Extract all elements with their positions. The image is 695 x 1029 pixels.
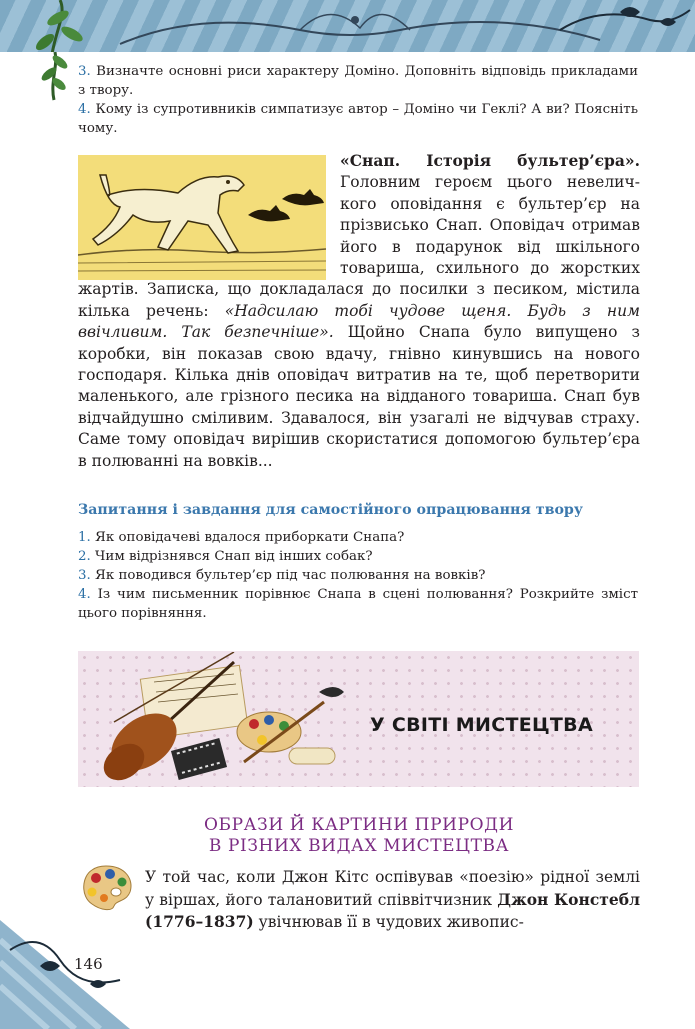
ornament-frame-icon — [0, 0, 695, 52]
intro-paragraph: У той час, коли Джон Кітс оспівував «поезію» рідної землі у віршах, його талановитий співвітчизник Джон Констебл (1776–1837) увічнював її в чудових живопис- — [145, 868, 641, 931]
artist-name: Джон Констебл (1776–1837) — [145, 889, 641, 931]
list-item: 1. Як оповідачеві вдалося приборкати Снапа? — [78, 530, 405, 545]
list-item: 4. Із чим письменник порівнює Снапа в сцені полювання? Розкрийте зміст цього порівняння. — [78, 587, 638, 621]
top-decorative-banner — [0, 0, 695, 52]
story-title: «Снап. Історія бультер’єра». — [340, 151, 640, 170]
list-item: 2. Чим відрізнявся Снап від інших собак? — [78, 549, 373, 564]
list-item: 4. Кому із супротивників симпатизує автор – Доміно чи Геклі? А ви? Поясніть чому. — [78, 102, 638, 136]
questions-top-list — [78, 62, 638, 138]
story-paragraph: «Снап. Історія бультер’єра». Головним героєм цього невеличкого оповідання є бультер’єр на прізвисько Снап. Оповідач отримав його в подарунок від шкільного товариша, схильного до жорстких жартів. Записка, що докладалася до посилки з песиком, містила кілька речень: «Надсилаю тобі чудове щеня. Будь з ним ввічливим. Так безпечніше». Щойно Снапа було випущено з коробки, він показав свою вдачу, гнівно кинувшись на нового господаря. Кілька днів оповідач витратив на те, щоб перетворити маленького, але грізного песика на відданого товариша. Снап був відчайдушно сміливим. Здавалося, він узагалі не відчував страху. Саме тому оповідач вирішив скористатися допомогою бультер’єра в полюванні на вовків... — [78, 151, 640, 470]
questions-bottom-list — [78, 528, 638, 623]
violin-palette-illustration — [84, 652, 354, 786]
leaf-branch-icon — [40, 52, 70, 102]
art-banner-title: У СВІТІ МИСТЕЦТВА — [370, 714, 593, 736]
story-quote: «Надсилаю тобі чудове щеня. Будь з ним ввічливим. Так безпечніше». — [78, 301, 640, 342]
section-title: ОБРАЗИ Й КАРТИНИ ПРИРОДИ В РІЗНИХ ВИДАХ МИСТЕЦТВА — [204, 815, 514, 856]
list-item: 3. Визначте основні риси характеру Доміно. Доповніть відповідь прикладами з твору. — [78, 64, 638, 98]
list-item: 3. Як поводився бультер’єр під час полювання на вовків? — [78, 568, 486, 583]
page-number: 146 — [74, 955, 103, 973]
self-study-heading: Запитання і завдання для самостійного опрацювання твору — [78, 502, 583, 518]
